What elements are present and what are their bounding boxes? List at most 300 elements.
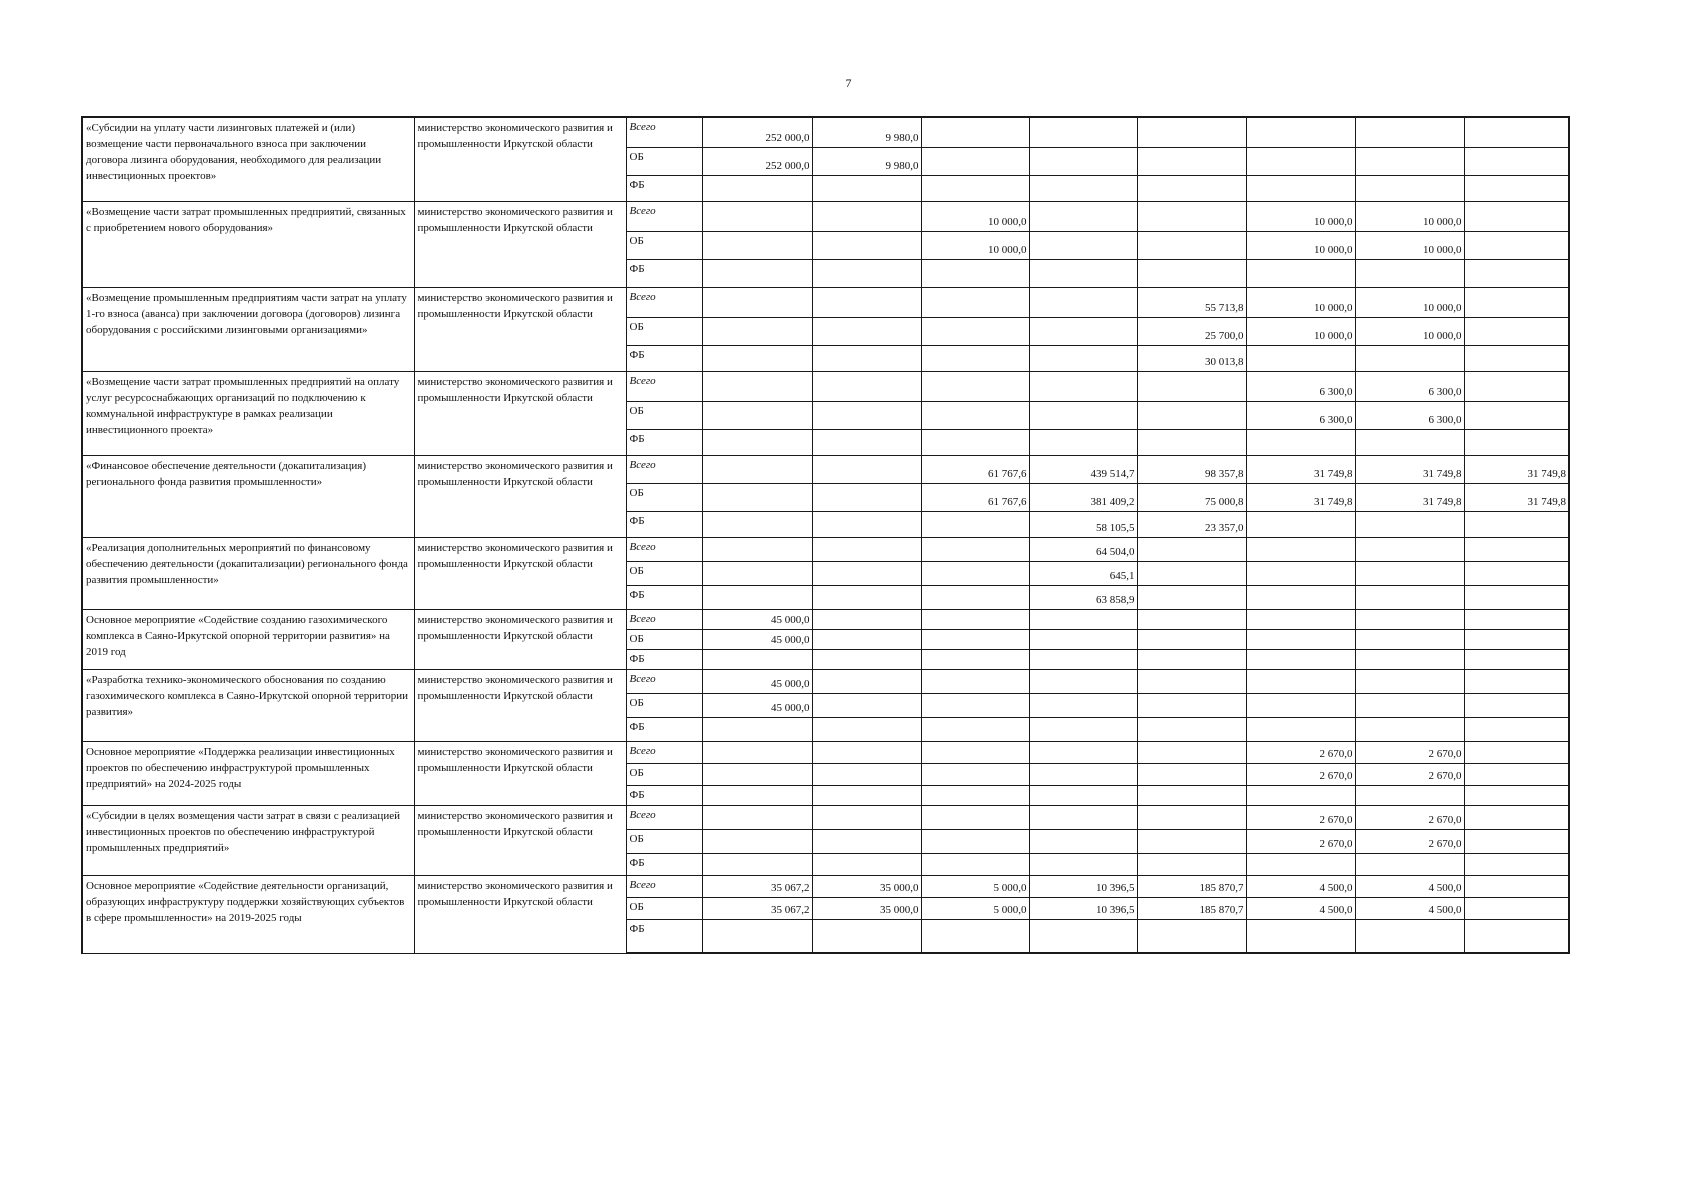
funding-source-cell: Всего xyxy=(626,287,702,317)
amount-cell xyxy=(1246,345,1355,371)
amount-cell xyxy=(1029,763,1137,785)
funding-source-cell: ФБ xyxy=(626,853,702,875)
amount-cell: 10 000,0 xyxy=(921,201,1029,231)
amount-cell xyxy=(1029,175,1137,201)
measure-name-cell: Основное мероприятие «Поддержка реализации инвестиционных проектов по обеспечению инфраструктурой промышленных предприятий» на 2024-2025 годы xyxy=(82,741,414,805)
table-row xyxy=(82,669,1569,693)
amount-cell: 55 713,8 xyxy=(1137,287,1246,317)
amount-cell: 10 000,0 xyxy=(1246,201,1355,231)
amount-cell: 10 000,0 xyxy=(1355,317,1464,345)
amount-cell: 30 013,8 xyxy=(1137,345,1246,371)
amount-cell xyxy=(812,561,921,585)
amount-cell xyxy=(702,259,812,287)
amount-cell: 2 670,0 xyxy=(1246,805,1355,829)
amount-cell xyxy=(1355,561,1464,585)
amount-cell: 45 000,0 xyxy=(702,693,812,717)
amount-cell xyxy=(1029,117,1137,147)
amount-cell xyxy=(1246,585,1355,609)
funding-source-cell: ФБ xyxy=(626,511,702,537)
amount-cell xyxy=(1355,609,1464,629)
amount-cell xyxy=(1246,117,1355,147)
amount-cell xyxy=(702,853,812,875)
amount-cell xyxy=(702,429,812,455)
funding-source-cell: ОБ xyxy=(626,763,702,785)
amount-cell xyxy=(1246,649,1355,669)
amount-cell: 2 670,0 xyxy=(1355,805,1464,829)
funding-source-cell: ОБ xyxy=(626,897,702,919)
amount-cell xyxy=(1464,805,1569,829)
amount-cell xyxy=(812,175,921,201)
amount-cell xyxy=(702,741,812,763)
amount-cell: 75 000,8 xyxy=(1137,483,1246,511)
amount-cell xyxy=(812,287,921,317)
executor-cell: министерство экономического развития и промышленности Иркутской области xyxy=(414,371,626,455)
measure-name-cell: Основное мероприятие «Содействие деятельности организаций, образующих инфраструктуру поддержки хозяйствующих субъектов в сфере промышленности» на 2019-2025 годы xyxy=(82,875,414,953)
amount-cell: 35 000,0 xyxy=(812,897,921,919)
measure-name-cell: «Возмещение части затрат промышленных предприятий на оплату услуг ресурсоснабжающих организаций по подключению к коммунальной инфраструктуре в рамках реализации инвестиционного проекта» xyxy=(82,371,414,455)
amount-cell xyxy=(921,763,1029,785)
amount-cell xyxy=(1029,853,1137,875)
amount-cell xyxy=(702,805,812,829)
amount-cell xyxy=(921,511,1029,537)
amount-cell xyxy=(1464,537,1569,561)
amount-cell: 6 300,0 xyxy=(1246,401,1355,429)
table-row xyxy=(82,371,1569,401)
funding-source-cell: Всего xyxy=(626,455,702,483)
amount-cell xyxy=(1355,785,1464,805)
amount-cell xyxy=(812,741,921,763)
amount-cell xyxy=(812,317,921,345)
amount-cell xyxy=(1464,919,1569,953)
amount-cell: 35 067,2 xyxy=(702,875,812,897)
page-number: 7 xyxy=(845,76,852,90)
amount-cell xyxy=(1029,317,1137,345)
amount-cell xyxy=(1137,117,1246,147)
amount-cell xyxy=(702,717,812,741)
amount-cell xyxy=(921,147,1029,175)
budget-table xyxy=(81,116,1570,954)
amount-cell xyxy=(1355,853,1464,875)
amount-cell: 4 500,0 xyxy=(1355,875,1464,897)
amount-cell xyxy=(1137,853,1246,875)
amount-cell: 31 749,8 xyxy=(1246,455,1355,483)
amount-cell: 439 514,7 xyxy=(1029,455,1137,483)
amount-cell xyxy=(921,669,1029,693)
amount-cell xyxy=(1464,429,1569,455)
amount-cell xyxy=(1137,259,1246,287)
table-row xyxy=(82,455,1569,483)
amount-cell xyxy=(921,175,1029,201)
table-row xyxy=(82,875,1569,897)
amount-cell: 10 000,0 xyxy=(921,231,1029,259)
amount-cell xyxy=(1464,117,1569,147)
amount-cell xyxy=(1464,649,1569,669)
funding-source-cell: ОБ xyxy=(626,147,702,175)
amount-cell xyxy=(921,853,1029,875)
measure-name-cell: «Финансовое обеспечение деятельности (докапитализация) регионального фонда развития промышленности» xyxy=(82,455,414,537)
table-row xyxy=(82,741,1569,763)
measure-name-cell: «Реализация дополнительных мероприятий по финансовому обеспечению деятельности (докапитализации) регионального фонда развития промышленности» xyxy=(82,537,414,609)
amount-cell xyxy=(812,609,921,629)
amount-cell xyxy=(921,609,1029,629)
amount-cell xyxy=(812,537,921,561)
amount-cell xyxy=(1246,259,1355,287)
amount-cell xyxy=(1137,147,1246,175)
amount-cell: 10 396,5 xyxy=(1029,897,1137,919)
amount-cell xyxy=(1464,345,1569,371)
amount-cell xyxy=(1029,785,1137,805)
amount-cell: 45 000,0 xyxy=(702,629,812,649)
table-row xyxy=(82,117,1569,147)
amount-cell xyxy=(702,175,812,201)
amount-cell: 10 000,0 xyxy=(1355,287,1464,317)
amount-cell xyxy=(812,429,921,455)
amount-cell xyxy=(1355,693,1464,717)
amount-cell xyxy=(1464,875,1569,897)
amount-cell: 61 767,6 xyxy=(921,455,1029,483)
executor-cell: министерство экономического развития и промышленности Иркутской области xyxy=(414,287,626,371)
amount-cell xyxy=(1355,629,1464,649)
amount-cell xyxy=(812,371,921,401)
amount-cell xyxy=(1355,117,1464,147)
amount-cell xyxy=(812,585,921,609)
amount-cell xyxy=(921,741,1029,763)
amount-cell: 381 409,2 xyxy=(1029,483,1137,511)
amount-cell xyxy=(1246,609,1355,629)
amount-cell xyxy=(1464,785,1569,805)
amount-cell xyxy=(702,401,812,429)
amount-cell xyxy=(1464,585,1569,609)
amount-cell xyxy=(702,649,812,669)
amount-cell: 4 500,0 xyxy=(1355,897,1464,919)
amount-cell xyxy=(1137,201,1246,231)
table-body xyxy=(82,117,1569,953)
amount-cell xyxy=(1464,147,1569,175)
amount-cell: 5 000,0 xyxy=(921,875,1029,897)
amount-cell xyxy=(1029,693,1137,717)
amount-cell: 31 749,8 xyxy=(1464,483,1569,511)
amount-cell xyxy=(702,231,812,259)
table-row xyxy=(82,609,1569,629)
amount-cell xyxy=(921,649,1029,669)
amount-cell xyxy=(1464,317,1569,345)
executor-cell: министерство экономического развития и промышленности Иркутской области xyxy=(414,805,626,875)
funding-source-cell: Всего xyxy=(626,741,702,763)
funding-source-cell: ОБ xyxy=(626,693,702,717)
amount-cell xyxy=(1464,401,1569,429)
amount-cell xyxy=(1246,629,1355,649)
amount-cell xyxy=(812,669,921,693)
amount-cell xyxy=(812,763,921,785)
amount-cell xyxy=(1137,231,1246,259)
amount-cell xyxy=(1137,829,1246,853)
amount-cell xyxy=(1029,371,1137,401)
amount-cell xyxy=(1029,609,1137,629)
amount-cell xyxy=(1137,609,1246,629)
amount-cell xyxy=(702,201,812,231)
amount-cell xyxy=(812,345,921,371)
amount-cell xyxy=(921,585,1029,609)
amount-cell xyxy=(1137,805,1246,829)
amount-cell: 2 670,0 xyxy=(1355,829,1464,853)
amount-cell xyxy=(1355,649,1464,669)
executor-cell: министерство экономического развития и промышленности Иркутской области xyxy=(414,741,626,805)
amount-cell xyxy=(812,919,921,953)
amount-cell xyxy=(921,693,1029,717)
amount-cell xyxy=(1464,763,1569,785)
amount-cell xyxy=(1029,401,1137,429)
amount-cell xyxy=(1137,763,1246,785)
amount-cell xyxy=(1464,231,1569,259)
measure-name-cell: «Субсидии на уплату части лизинговых платежей и (или) возмещение части первоначального взноса при заключении договора лизинга оборудования, необходимого для реализации инвестиционных проектов» xyxy=(82,117,414,201)
funding-source-cell: ФБ xyxy=(626,785,702,805)
amount-cell xyxy=(1464,717,1569,741)
amount-cell: 2 670,0 xyxy=(1355,763,1464,785)
amount-cell xyxy=(1029,345,1137,371)
amount-cell xyxy=(1029,649,1137,669)
amount-cell xyxy=(812,401,921,429)
amount-cell xyxy=(921,537,1029,561)
amount-cell: 2 670,0 xyxy=(1246,829,1355,853)
amount-cell: 31 749,8 xyxy=(1464,455,1569,483)
amount-cell xyxy=(1137,919,1246,953)
amount-cell: 2 670,0 xyxy=(1355,741,1464,763)
amount-cell xyxy=(702,561,812,585)
amount-cell xyxy=(1029,919,1137,953)
amount-cell xyxy=(1246,511,1355,537)
amount-cell xyxy=(1464,693,1569,717)
amount-cell xyxy=(1246,147,1355,175)
amount-cell xyxy=(1137,717,1246,741)
amount-cell xyxy=(921,717,1029,741)
amount-cell: 35 000,0 xyxy=(812,875,921,897)
amount-cell xyxy=(1029,741,1137,763)
amount-cell xyxy=(1464,201,1569,231)
amount-cell xyxy=(1464,175,1569,201)
amount-cell xyxy=(1137,629,1246,649)
amount-cell xyxy=(1137,649,1246,669)
amount-cell xyxy=(921,805,1029,829)
amount-cell: 10 396,5 xyxy=(1029,875,1137,897)
amount-cell xyxy=(1137,537,1246,561)
funding-source-cell: Всего xyxy=(626,875,702,897)
amount-cell: 252 000,0 xyxy=(702,117,812,147)
amount-cell xyxy=(702,483,812,511)
amount-cell: 10 000,0 xyxy=(1246,287,1355,317)
amount-cell xyxy=(1137,175,1246,201)
table-row xyxy=(82,287,1569,317)
amount-cell xyxy=(1355,919,1464,953)
amount-cell xyxy=(812,853,921,875)
amount-cell: 45 000,0 xyxy=(702,609,812,629)
executor-cell: министерство экономического развития и промышленности Иркутской области xyxy=(414,455,626,537)
amount-cell xyxy=(1137,741,1246,763)
amount-cell: 4 500,0 xyxy=(1246,875,1355,897)
amount-cell xyxy=(1464,853,1569,875)
measure-name-cell: «Разработка технико-экономического обоснования по созданию газохимического комплекса в Саяно-Иркутской опорной территории развития» xyxy=(82,669,414,741)
table-row xyxy=(82,805,1569,829)
funding-source-cell: ОБ xyxy=(626,829,702,853)
amount-cell xyxy=(921,401,1029,429)
amount-cell xyxy=(812,649,921,669)
amount-cell xyxy=(1355,147,1464,175)
amount-cell: 9 980,0 xyxy=(812,117,921,147)
amount-cell xyxy=(1246,785,1355,805)
amount-cell xyxy=(1137,669,1246,693)
amount-cell xyxy=(812,629,921,649)
amount-cell: 2 670,0 xyxy=(1246,763,1355,785)
amount-cell xyxy=(921,345,1029,371)
amount-cell: 31 749,8 xyxy=(1355,455,1464,483)
amount-cell: 31 749,8 xyxy=(1355,483,1464,511)
amount-cell xyxy=(1029,829,1137,853)
amount-cell: 6 300,0 xyxy=(1355,401,1464,429)
funding-source-cell: ФБ xyxy=(626,585,702,609)
executor-cell: министерство экономического развития и промышленности Иркутской области xyxy=(414,117,626,201)
amount-cell xyxy=(1246,669,1355,693)
amount-cell xyxy=(1464,829,1569,853)
amount-cell xyxy=(812,455,921,483)
amount-cell xyxy=(1137,371,1246,401)
amount-cell xyxy=(1464,511,1569,537)
funding-source-cell: Всего xyxy=(626,117,702,147)
amount-cell: 98 357,8 xyxy=(1137,455,1246,483)
funding-source-cell: Всего xyxy=(626,537,702,561)
amount-cell xyxy=(1246,537,1355,561)
executor-cell: министерство экономического развития и промышленности Иркутской области xyxy=(414,537,626,609)
funding-source-cell: Всего xyxy=(626,371,702,401)
amount-cell xyxy=(812,259,921,287)
amount-cell xyxy=(702,829,812,853)
amount-cell: 252 000,0 xyxy=(702,147,812,175)
amount-cell xyxy=(812,829,921,853)
amount-cell xyxy=(1137,785,1246,805)
amount-cell: 35 067,2 xyxy=(702,897,812,919)
amount-cell xyxy=(1246,919,1355,953)
amount-cell xyxy=(921,629,1029,649)
amount-cell xyxy=(921,287,1029,317)
amount-cell xyxy=(1355,259,1464,287)
amount-cell: 6 300,0 xyxy=(1355,371,1464,401)
table-row xyxy=(82,201,1569,231)
amount-cell xyxy=(1355,345,1464,371)
funding-source-cell: ОБ xyxy=(626,629,702,649)
amount-cell xyxy=(1246,853,1355,875)
amount-cell xyxy=(1029,629,1137,649)
amount-cell xyxy=(702,317,812,345)
amount-cell xyxy=(921,117,1029,147)
amount-cell: 4 500,0 xyxy=(1246,897,1355,919)
executor-cell: министерство экономического развития и промышленности Иркутской области xyxy=(414,875,626,953)
amount-cell xyxy=(812,231,921,259)
amount-cell xyxy=(702,763,812,785)
amount-cell xyxy=(1029,231,1137,259)
amount-cell xyxy=(1029,287,1137,317)
amount-cell xyxy=(702,585,812,609)
amount-cell: 64 504,0 xyxy=(1029,537,1137,561)
amount-cell xyxy=(812,201,921,231)
amount-cell xyxy=(702,785,812,805)
amount-cell xyxy=(1355,537,1464,561)
funding-source-cell: ОБ xyxy=(626,317,702,345)
funding-source-cell: ФБ xyxy=(626,345,702,371)
amount-cell xyxy=(812,785,921,805)
funding-source-cell: ФБ xyxy=(626,175,702,201)
amount-cell xyxy=(1246,717,1355,741)
amount-cell xyxy=(1029,717,1137,741)
amount-cell xyxy=(1137,693,1246,717)
amount-cell: 10 000,0 xyxy=(1246,317,1355,345)
amount-cell xyxy=(1464,897,1569,919)
amount-cell: 10 000,0 xyxy=(1355,201,1464,231)
amount-cell xyxy=(812,805,921,829)
executor-cell: министерство экономического развития и промышленности Иркутской области xyxy=(414,609,626,669)
amount-cell xyxy=(702,371,812,401)
amount-cell xyxy=(1464,629,1569,649)
amount-cell: 6 300,0 xyxy=(1246,371,1355,401)
amount-cell xyxy=(1355,585,1464,609)
amount-cell xyxy=(1464,561,1569,585)
amount-cell: 185 870,7 xyxy=(1137,897,1246,919)
amount-cell xyxy=(702,345,812,371)
funding-source-cell: ОБ xyxy=(626,231,702,259)
amount-cell: 645,1 xyxy=(1029,561,1137,585)
amount-cell xyxy=(1246,429,1355,455)
funding-source-cell: Всего xyxy=(626,669,702,693)
amount-cell xyxy=(1246,693,1355,717)
amount-cell xyxy=(1355,669,1464,693)
executor-cell: министерство экономического развития и промышленности Иркутской области xyxy=(414,669,626,741)
funding-source-cell: Всего xyxy=(626,805,702,829)
amount-cell: 10 000,0 xyxy=(1355,231,1464,259)
funding-source-cell: ФБ xyxy=(626,429,702,455)
amount-cell: 58 105,5 xyxy=(1029,511,1137,537)
amount-cell xyxy=(1355,717,1464,741)
amount-cell xyxy=(1464,741,1569,763)
funding-source-cell: ФБ xyxy=(626,259,702,287)
funding-source-cell: ОБ xyxy=(626,401,702,429)
amount-cell xyxy=(921,317,1029,345)
amount-cell: 5 000,0 xyxy=(921,897,1029,919)
amount-cell xyxy=(812,511,921,537)
amount-cell xyxy=(1464,287,1569,317)
amount-cell xyxy=(921,561,1029,585)
amount-cell xyxy=(1464,609,1569,629)
executor-cell: министерство экономического развития и промышленности Иркутской области xyxy=(414,201,626,287)
funding-source-cell: Всего xyxy=(626,609,702,629)
amount-cell: 25 700,0 xyxy=(1137,317,1246,345)
amount-cell: 2 670,0 xyxy=(1246,741,1355,763)
amount-cell xyxy=(1029,669,1137,693)
amount-cell xyxy=(1246,561,1355,585)
measure-name-cell: Основное мероприятие «Содействие созданию газохимического комплекса в Саяно-Иркутской опорной территории развития» на 2019 год xyxy=(82,609,414,669)
amount-cell xyxy=(921,429,1029,455)
amount-cell xyxy=(702,287,812,317)
amount-cell xyxy=(921,829,1029,853)
amount-cell xyxy=(812,717,921,741)
amount-cell: 45 000,0 xyxy=(702,669,812,693)
amount-cell: 185 870,7 xyxy=(1137,875,1246,897)
funding-source-cell: ФБ xyxy=(626,919,702,953)
amount-cell xyxy=(1355,511,1464,537)
amount-cell xyxy=(1029,147,1137,175)
amount-cell xyxy=(702,537,812,561)
table-row xyxy=(82,537,1569,561)
amount-cell xyxy=(1029,259,1137,287)
amount-cell xyxy=(812,693,921,717)
amount-cell xyxy=(1137,401,1246,429)
funding-source-cell: ОБ xyxy=(626,561,702,585)
